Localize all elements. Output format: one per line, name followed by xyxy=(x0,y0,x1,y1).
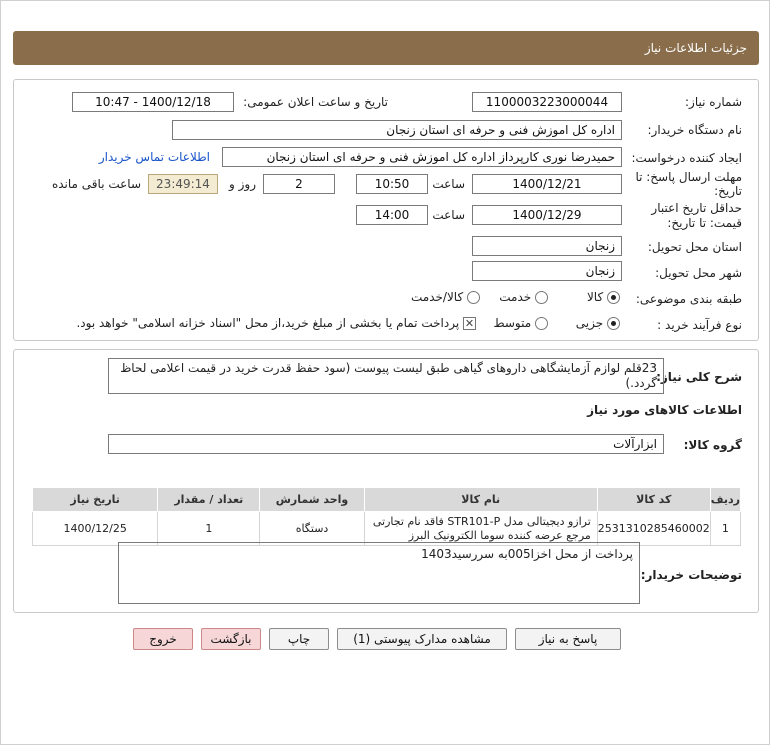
days-field: 2 xyxy=(263,174,335,194)
need-number-label: شماره نیاز: xyxy=(685,95,742,109)
validity-time-field: 14:00 xyxy=(356,205,428,225)
city-label: شهر محل تحویل: xyxy=(655,266,742,280)
view-attachments-button[interactable]: مشاهده مدارک پیوستی (1) xyxy=(337,628,507,650)
deadline-label-2: تاریخ: xyxy=(714,184,742,198)
radio-selected-icon[interactable] xyxy=(607,317,620,330)
radio-icon[interactable] xyxy=(467,291,480,304)
exit-button[interactable]: خروج xyxy=(133,628,193,650)
province-label: استان محل تحویل: xyxy=(647,240,742,254)
creator-label: ایجاد کننده درخواست: xyxy=(631,151,742,165)
process-option-medium[interactable]: متوسط xyxy=(493,316,548,330)
header-row-number: ردیف xyxy=(710,488,740,512)
validity-label-2: قیمت: تا تاریخ: xyxy=(667,216,742,230)
buyer-contact-link[interactable]: اطلاعات تماس خریدار xyxy=(98,150,210,164)
buyer-field: اداره کل اموزش فنی و حرفه ای استان زنجان xyxy=(172,120,622,140)
remaining-timer: 23:49:14 xyxy=(148,174,218,194)
cell-unit: دستگاه xyxy=(260,512,364,546)
process-label: نوع فرآیند خرید : xyxy=(657,318,742,332)
cell-item-code: 2531310285460002 xyxy=(597,512,710,546)
remaining-label: ساعت باقی مانده xyxy=(51,177,141,191)
category-option-goods[interactable]: کالا xyxy=(587,290,620,304)
checkbox-icon[interactable]: ✕ xyxy=(464,317,475,330)
radio-icon[interactable] xyxy=(535,291,548,304)
header-unit: واحد شمارش xyxy=(260,488,364,512)
deadline-label: مهلت ارسال پاسخ: تا xyxy=(635,170,742,184)
details-panel xyxy=(13,349,759,613)
validity-time-label: ساعت xyxy=(432,208,465,222)
goods-group-field: ابزارآلات xyxy=(108,434,664,454)
description-field: 23قلم لوازم آزمایشگاهی داروهای گیاهی طبق لیست پیوست (سود حفظ قدرت خرید در قیمت اعلامی لحاظ گردد.) xyxy=(108,358,664,394)
table-row xyxy=(33,512,741,546)
deadline-time-field: 10:50 xyxy=(356,174,428,194)
goods-info-title: اطلاعات کالاهای مورد نیاز xyxy=(587,403,742,417)
announce-label: تاریخ و ساعت اعلان عمومی: xyxy=(243,95,388,109)
treasury-payment-option[interactable]: ✕ پرداخت تمام یا بخشی از مبلغ خرید،از محل "اسناد خزانه اسلامی" خواهد بود. xyxy=(76,316,475,330)
print-button[interactable]: چاپ xyxy=(269,628,329,650)
category-option-goods-service[interactable]: کالا/خدمت xyxy=(411,290,480,304)
cell-row-number: 1 xyxy=(710,512,740,546)
category-option-service[interactable]: خدمت xyxy=(499,290,548,304)
province-field: زنجان xyxy=(472,236,622,256)
creator-field: حمیدرضا نوری کارپرداز اداره کل اموزش فنی و حرفه ای استان زنجان xyxy=(222,147,622,167)
cell-need-date: 1400/12/25 xyxy=(33,512,158,546)
page-title-bar xyxy=(13,31,759,65)
announce-field: 1400/12/18 - 10:47 xyxy=(72,92,234,112)
deadline-date-field: 1400/12/21 xyxy=(472,174,622,194)
cell-item-name: ترازو دیجیتالی مدل STR101-P فاقد نام تجارتی مرجع عرضه کننده سوما الکترونیک البرز xyxy=(364,512,597,546)
need-number-field: 1100003223000044 xyxy=(472,92,622,112)
process-option-partial[interactable]: جزیی xyxy=(576,316,620,330)
cell-quantity: 1 xyxy=(158,512,260,546)
page-title: جزئیات اطلاعات نیاز xyxy=(644,41,747,55)
radio-selected-icon[interactable] xyxy=(607,291,620,304)
request-info-panel xyxy=(13,79,759,341)
validity-label: حداقل تاریخ اعتبار xyxy=(651,201,742,215)
goods-table xyxy=(32,487,741,546)
buyer-label: نام دستگاه خریدار: xyxy=(647,123,742,137)
validity-date-field: 1400/12/29 xyxy=(472,205,622,225)
header-item-name: نام کالا xyxy=(364,488,597,512)
days-label: روز و xyxy=(229,177,256,191)
radio-icon[interactable] xyxy=(535,317,548,330)
category-label: طبقه بندی موضوعی: xyxy=(635,292,742,306)
deadline-time-label: ساعت xyxy=(432,177,465,191)
description-label: شرح کلی نیاز: xyxy=(656,370,742,384)
reply-button[interactable]: پاسخ به نیاز xyxy=(515,628,621,650)
city-field: زنجان xyxy=(472,261,622,281)
header-item-code: کد کالا xyxy=(597,488,710,512)
back-button[interactable]: بازگشت xyxy=(201,628,261,650)
buyer-notes-label: توضیحات خریدار: xyxy=(640,568,742,582)
table-header-row xyxy=(33,488,741,512)
buyer-notes-field: پرداخت از محل اخزا005به سررسید1403 xyxy=(118,542,640,604)
header-need-date: تاریخ نیاز xyxy=(33,488,158,512)
goods-group-label: گروه کالا: xyxy=(683,438,742,452)
header-quantity: تعداد / مقدار xyxy=(158,488,260,512)
